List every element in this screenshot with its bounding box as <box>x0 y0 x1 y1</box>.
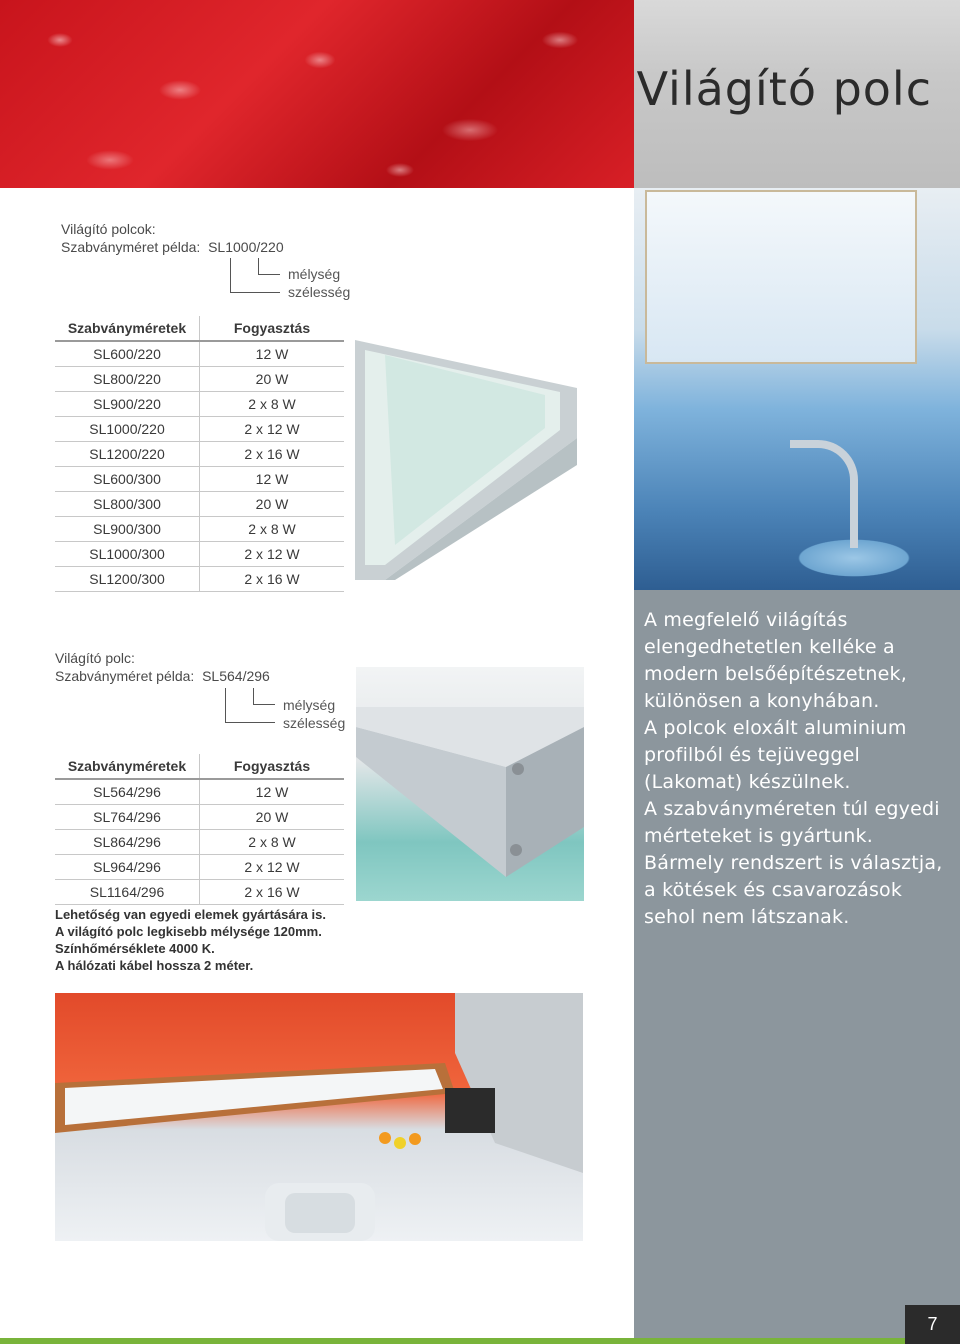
table-row <box>55 880 344 905</box>
sidebar-line: (Lakomat) készülnek. <box>644 771 851 793</box>
cell-power: 12 W <box>200 341 345 367</box>
cell-size: SL900/300 <box>55 517 200 542</box>
sidebar-line: A megfelelő világítás <box>644 609 848 631</box>
table-row <box>55 467 344 492</box>
cell-power: 20 W <box>200 805 345 830</box>
shelf-profile-illustration <box>356 667 584 901</box>
table-row <box>55 805 344 830</box>
depth-bracket-line <box>253 704 275 705</box>
note-line: A világító polc legkisebb mélysége 120mm. <box>55 924 322 939</box>
note-line: Lehetőség van egyedi elemek gyártására is. <box>55 907 326 922</box>
table-row <box>55 855 344 880</box>
cell-power: 2 x 12 W <box>200 417 345 442</box>
cell-size: SL1200/300 <box>55 567 200 592</box>
section2-intro <box>55 649 270 685</box>
width-label: szélesség <box>283 715 346 731</box>
table-row <box>55 830 344 855</box>
glass-cabinet-illustration <box>645 190 917 364</box>
sidebar-line: mérteteket is gyártunk. <box>644 825 873 847</box>
table-row <box>55 542 344 567</box>
cell-power: 12 W <box>200 467 345 492</box>
sidebar-line: modern belsőépítészetnek, <box>644 663 907 685</box>
cell-size: SL600/220 <box>55 341 200 367</box>
table-row <box>55 567 344 592</box>
cell-size: SL864/296 <box>55 830 200 855</box>
table-row <box>55 779 344 805</box>
cell-power: 2 x 16 W <box>200 442 345 467</box>
cell-size: SL800/220 <box>55 367 200 392</box>
page-number: 7 <box>905 1305 960 1344</box>
table-header-power: Fogyasztás <box>200 316 345 341</box>
table-header-size: Szabványméretek <box>55 316 200 341</box>
width-bracket-line <box>230 258 231 292</box>
table-row <box>55 492 344 517</box>
page-title: Világító polc <box>636 62 932 116</box>
section1-intro-title: Világító polcok: <box>61 221 156 237</box>
light-shelf-photo <box>355 340 580 580</box>
table-row <box>55 341 344 367</box>
table-row <box>55 417 344 442</box>
sidebar-line: különösen a konyhában. <box>644 690 880 712</box>
depth-bracket-line <box>258 258 259 274</box>
cell-power: 2 x 8 W <box>200 392 345 417</box>
spec-table-2 <box>55 754 344 905</box>
cell-power: 2 x 8 W <box>200 517 345 542</box>
table-row <box>55 367 344 392</box>
kitchen-countertop-photo <box>55 993 583 1241</box>
cell-power: 12 W <box>200 779 345 805</box>
width-bracket-line <box>225 688 226 722</box>
cell-size: SL600/300 <box>55 467 200 492</box>
faucet-illustration <box>790 440 858 548</box>
cell-power: 2 x 16 W <box>200 567 345 592</box>
section2-example: Szabványméret példa: SL564/296 <box>55 668 270 684</box>
cell-size: SL564/296 <box>55 779 200 805</box>
cell-power: 2 x 8 W <box>200 830 345 855</box>
light-shelf-illustration <box>355 340 580 580</box>
table-row <box>55 392 344 417</box>
note-line: A hálózati kábel hossza 2 méter. <box>55 958 254 973</box>
cell-size: SL964/296 <box>55 855 200 880</box>
cell-power: 2 x 16 W <box>200 880 345 905</box>
sidebar-line: a kötések és csavarozások <box>644 879 903 901</box>
cell-size: SL800/300 <box>55 492 200 517</box>
section1-example: Szabványméret példa: SL1000/220 <box>61 239 284 255</box>
section2-intro-title: Világító polc: <box>55 650 135 666</box>
cell-size: SL1000/300 <box>55 542 200 567</box>
shelf-profile-photo <box>356 667 584 901</box>
depth-bracket-line <box>253 688 254 704</box>
sidebar-line: Bármely rendszert is választja, <box>644 852 943 874</box>
cell-power: 20 W <box>200 367 345 392</box>
table-row <box>55 517 344 542</box>
cell-size: SL764/296 <box>55 805 200 830</box>
cell-power: 20 W <box>200 492 345 517</box>
table-header-size: Szabványméretek <box>55 754 200 779</box>
cell-size: SL900/220 <box>55 392 200 417</box>
spec-table-1 <box>55 316 344 592</box>
depth-bracket-line <box>258 274 280 275</box>
cell-size: SL1200/220 <box>55 442 200 467</box>
width-label: szélesség <box>288 284 351 300</box>
depth-label: mélység <box>288 266 341 282</box>
cell-size: SL1164/296 <box>55 880 200 905</box>
sidebar-description <box>644 607 950 931</box>
kitchen-countertop-illustration <box>55 993 583 1241</box>
width-bracket-line <box>230 292 280 293</box>
sidebar-line: A szabványméreten túl egyedi <box>644 798 940 820</box>
cell-power: 2 x 12 W <box>200 855 345 880</box>
notes-block <box>55 906 326 974</box>
sidebar-line: elengedhetetlen kelléke a <box>644 636 895 658</box>
sidebar-line: A polcok eloxált aluminium <box>644 717 907 739</box>
section1-intro <box>61 220 284 256</box>
depth-label: mélység <box>283 697 336 713</box>
table-row <box>55 442 344 467</box>
footer-accent-strip <box>0 1338 905 1344</box>
red-water-drops-photo <box>0 0 634 188</box>
width-bracket-line <box>225 722 275 723</box>
sidebar-line: sehol nem látszanak. <box>644 906 850 928</box>
table-header-power: Fogyasztás <box>200 754 345 779</box>
cell-power: 2 x 12 W <box>200 542 345 567</box>
cell-size: SL1000/220 <box>55 417 200 442</box>
sidebar-line: profilból és tejüveggel <box>644 744 861 766</box>
note-line: Színhőmérséklete 4000 K. <box>55 941 215 956</box>
